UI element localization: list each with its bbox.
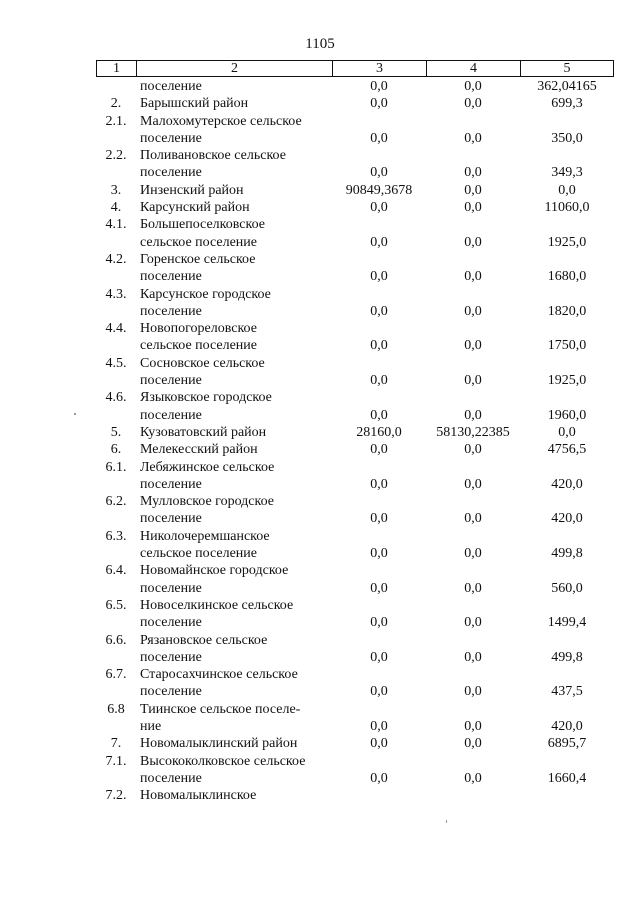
table-row: [0, 389, 640, 424]
row-value-4: 0,0: [464, 649, 482, 665]
row-value-3: 0,0: [370, 718, 388, 734]
row-number: 6.7.: [105, 667, 127, 683]
row-name-line: ние: [140, 718, 162, 734]
row-name-line: поселение: [140, 165, 202, 181]
row-number: 6.4.: [105, 563, 127, 579]
table-row: [0, 95, 640, 112]
row-number: 6.1.: [105, 459, 127, 475]
row-value-3: 0,0: [370, 546, 388, 562]
row-name-line: Лебяжинское сельское: [140, 459, 275, 475]
row-value-3: 0,0: [370, 165, 388, 181]
row-name-line: поселение: [140, 580, 202, 596]
row-number: 6.6.: [105, 632, 127, 648]
row-name: [140, 95, 340, 112]
row-number: 7.2.: [105, 788, 127, 804]
row-value-5: 1925,0: [547, 234, 587, 250]
row-value-3: 0,0: [370, 373, 388, 389]
header-col-1: 1: [97, 61, 137, 76]
header-col-4: 4: [427, 61, 521, 76]
row-name: [140, 182, 340, 199]
row-value-3: 28160,0: [356, 424, 402, 440]
row-value-3: 0,0: [370, 511, 388, 527]
row-name: [140, 701, 340, 736]
row-number: 4.5.: [105, 355, 127, 371]
row-value-3: 0,0: [370, 684, 388, 700]
row-value-3: 0,0: [370, 234, 388, 250]
row-name: [140, 320, 340, 355]
row-number: 4.2.: [105, 251, 127, 267]
row-value-3: 0,0: [370, 736, 388, 752]
row-value-3: 0,0: [370, 200, 388, 216]
row-value-4: 0,0: [464, 96, 482, 112]
row-name-line: поселение: [140, 79, 202, 94]
row-value-3: 0,0: [370, 303, 388, 319]
table-row: [0, 286, 640, 321]
row-name-line: Сосновское сельское: [140, 355, 265, 371]
row-value-4: 0,0: [464, 580, 482, 596]
row-value-4: 0,0: [464, 770, 482, 786]
row-value-5: 699,3: [551, 96, 583, 112]
row-name: [140, 597, 340, 632]
row-name: [140, 113, 340, 148]
row-name-line: поселение: [140, 511, 202, 527]
row-name-line: Новопогореловское: [140, 321, 257, 337]
row-value-4: 0,0: [464, 130, 482, 146]
row-value-5: 1925,0: [547, 373, 587, 389]
table-row: [0, 424, 640, 441]
row-value-4: 58130,22385: [436, 424, 510, 440]
row-number: 4.3.: [105, 286, 127, 302]
scan-speck: [74, 413, 76, 415]
row-number: 6.8: [107, 701, 125, 717]
row-value-3: 0,0: [370, 580, 388, 596]
row-name: [140, 493, 340, 528]
row-name-line: Кузоватовский район: [140, 424, 267, 440]
row-number: 6.5.: [105, 597, 127, 613]
row-name-line: Поливановское сельское: [140, 148, 286, 164]
table-row: [0, 562, 640, 597]
row-value-5: 420,0: [551, 511, 583, 527]
row-name-line: Горенское сельское: [140, 251, 256, 267]
row-name-line: поселение: [140, 407, 202, 423]
page-number: 1105: [305, 36, 335, 52]
row-name: [140, 459, 340, 494]
row-value-5: 1660,4: [547, 770, 587, 786]
row-name: [140, 251, 340, 286]
scan-speck: [446, 820, 447, 823]
header-col-2: 2: [137, 61, 333, 76]
row-value-5: 1680,0: [547, 269, 587, 285]
row-name: [140, 735, 340, 752]
row-value-4: 0,0: [464, 269, 482, 285]
row-value-4: 0,0: [464, 407, 482, 423]
row-value-3: 0,0: [370, 130, 388, 146]
header-col-5: 5: [563, 61, 571, 76]
row-value-4: 0,0: [464, 546, 482, 562]
table-row: [0, 355, 640, 390]
row-name-line: поселение: [140, 373, 202, 389]
row-name: [140, 199, 340, 216]
row-name-line: сельское поселение: [140, 338, 257, 354]
row-name-line: Новомайнское городское: [140, 563, 289, 579]
row-value-5: 420,0: [551, 476, 583, 492]
row-value-5: 350,0: [551, 130, 583, 146]
table-row: [0, 113, 640, 148]
table-row: [0, 753, 640, 788]
row-name-line: поселение: [140, 684, 202, 700]
table-row: [0, 632, 640, 667]
row-value-4: 0,0: [464, 718, 482, 734]
row-name: [140, 562, 340, 597]
row-name-line: Новомалыклинское: [140, 788, 257, 804]
row-number: 4.1.: [105, 217, 127, 233]
row-value-3: 0,0: [370, 407, 388, 423]
row-number: 2.1.: [105, 113, 127, 129]
row-name: [140, 753, 340, 788]
table-row: [0, 441, 640, 458]
row-name: [140, 286, 340, 321]
row-name-line: Большепоселковское: [140, 217, 265, 233]
row-name-line: Николочеремшанское: [140, 528, 270, 544]
row-value-5: 499,8: [551, 546, 583, 562]
row-name-line: Высококолковское сельское: [140, 753, 306, 769]
table-row: [0, 320, 640, 355]
table-row: [0, 147, 640, 182]
row-name-line: Мелекесский район: [140, 442, 258, 458]
row-name-line: сельское поселение: [140, 546, 257, 562]
row-value-3: 0,0: [370, 615, 388, 631]
row-value-5: 0,0: [558, 182, 576, 198]
table-row: [0, 701, 640, 736]
row-value-4: 0,0: [464, 200, 482, 216]
row-value-4: 0,0: [464, 79, 482, 94]
row-value-5: 0,0: [558, 424, 576, 440]
row-name-line: Новоселкинское сельское: [140, 597, 294, 613]
table-row: [0, 787, 640, 804]
row-name-line: Карсунское городское: [140, 286, 271, 302]
row-value-3: 0,0: [370, 96, 388, 112]
row-value-5: 560,0: [551, 580, 583, 596]
row-value-5: 6895,7: [547, 736, 587, 752]
table-row: [0, 182, 640, 199]
row-name-line: поселение: [140, 476, 202, 492]
row-name-line: поселение: [140, 770, 202, 786]
row-name-line: Барышский район: [140, 96, 249, 112]
row-value-3: 0,0: [370, 442, 388, 458]
row-number: 2.: [110, 96, 122, 112]
row-number: 6.: [110, 442, 122, 458]
row-value-5: 4756,5: [547, 442, 587, 458]
row-value-4: 0,0: [464, 234, 482, 250]
row-value-4: 0,0: [464, 684, 482, 700]
row-name: [140, 528, 340, 563]
row-value-4: 0,0: [464, 476, 482, 492]
table-row: [0, 493, 640, 528]
row-value-4: 0,0: [464, 165, 482, 181]
row-value-5: 420,0: [551, 718, 583, 734]
row-name-line: Тиинское сельское поселе-: [140, 701, 301, 717]
row-number: 6.2.: [105, 494, 127, 510]
header-col-3: 3: [333, 61, 427, 76]
row-value-4: 0,0: [464, 615, 482, 631]
row-name-line: поселение: [140, 615, 202, 631]
row-value-3: 0,0: [370, 79, 388, 94]
row-name-line: Малохомутерское сельское: [140, 113, 302, 129]
table-row: [0, 528, 640, 563]
row-name-line: поселение: [140, 269, 202, 285]
row-value-4: 0,0: [464, 511, 482, 527]
row-name-line: Карсунский район: [140, 200, 250, 216]
row-name: [140, 216, 340, 251]
row-number: 4.6.: [105, 390, 127, 406]
row-value-5: 437,5: [551, 684, 583, 700]
row-name: [140, 787, 340, 804]
row-name-line: Мулловское городское: [140, 494, 274, 510]
row-name: [140, 424, 340, 441]
table-row: [0, 597, 640, 632]
row-value-5: 1499,4: [547, 615, 587, 631]
row-value-3: 0,0: [370, 649, 388, 665]
row-number: 3.: [110, 182, 122, 198]
table-row: [0, 78, 640, 95]
row-value-4: 0,0: [464, 373, 482, 389]
row-number: 7.1.: [105, 753, 127, 769]
row-name-line: Старосахчинское сельское: [140, 667, 298, 683]
row-value-5: 1820,0: [547, 303, 587, 319]
row-name-line: Языковское городское: [140, 390, 272, 406]
row-value-3: 0,0: [370, 770, 388, 786]
row-name-line: Новомалыклинский район: [140, 736, 298, 752]
row-value-3: 0,0: [370, 338, 388, 354]
table-row: [0, 666, 640, 701]
row-name-line: поселение: [140, 130, 202, 146]
table-row: [0, 251, 640, 286]
table-row: [0, 735, 640, 752]
row-name: [140, 78, 340, 95]
row-value-4: 0,0: [464, 182, 482, 198]
row-name-line: сельское поселение: [140, 234, 257, 250]
table-row: [0, 199, 640, 216]
row-name-line: Рязановское сельское: [140, 632, 268, 648]
row-value-5: 11060,0: [544, 200, 590, 216]
row-value-5: 1960,0: [547, 407, 587, 423]
row-name-line: Инзенский район: [140, 182, 244, 198]
table-row: [0, 459, 640, 494]
row-value-4: 0,0: [464, 442, 482, 458]
row-name-line: поселение: [140, 649, 202, 665]
row-number: 6.3.: [105, 528, 127, 544]
row-number: 5.: [110, 424, 122, 440]
table-row: [0, 216, 640, 251]
row-value-5: 1750,0: [547, 338, 587, 354]
row-name: [140, 147, 340, 182]
row-value-4: 0,0: [464, 338, 482, 354]
table-body: [0, 78, 640, 804]
row-value-3: 0,0: [370, 269, 388, 285]
row-name: [140, 441, 340, 458]
row-name-line: поселение: [140, 303, 202, 319]
row-name: [140, 389, 340, 424]
row-value-5: 362,04165: [537, 79, 597, 94]
row-number: 7.: [110, 736, 122, 752]
row-number: 4.: [110, 200, 122, 216]
row-value-5: 349,3: [551, 165, 583, 181]
row-value-4: 0,0: [464, 736, 482, 752]
row-value-3: 0,0: [370, 476, 388, 492]
row-value-4: 0,0: [464, 303, 482, 319]
row-value-3: 90849,3678: [345, 182, 413, 198]
row-name: [140, 666, 340, 701]
row-number: 2.2.: [105, 148, 127, 164]
row-number: 4.4.: [105, 321, 127, 337]
row-name: [140, 632, 340, 667]
table-header: [96, 60, 614, 77]
row-name: [140, 355, 340, 390]
row-value-5: 499,8: [551, 649, 583, 665]
